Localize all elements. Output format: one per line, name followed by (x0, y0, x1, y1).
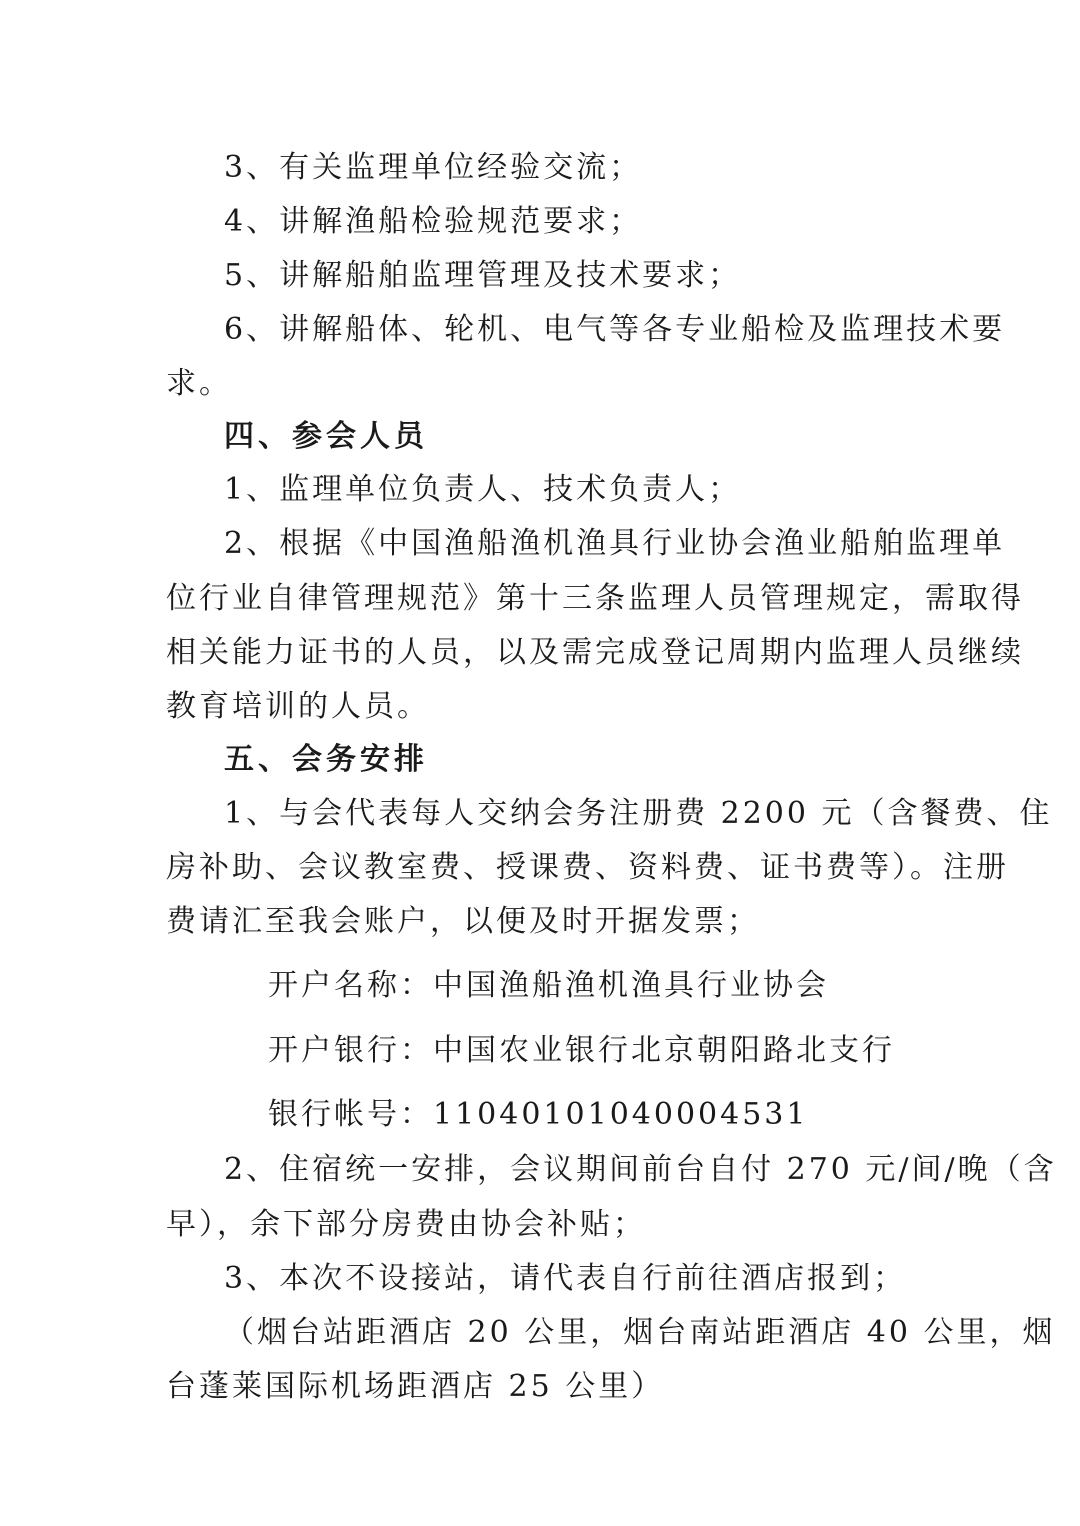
arrangements-item-1-line-2: 房补助、会议教室费、授课费、资料费、证书费等）。注册 (166, 850, 1009, 885)
agenda-item-4: 4、讲解渔船检验规范要求； (224, 204, 643, 239)
attendees-item-2-line-1: 2、根据《中国渔船渔机渔具行业协会渔业船舶监理单 (224, 526, 1006, 561)
arrangements-item-1-line-1: 1、与会代表每人交纳会务注册费 2200 元（含餐费、住 (224, 796, 1053, 831)
arrangements-item-2-line-1: 2、住宿统一安排，会议期间前台自付 270 元/间/晚（含 (224, 1152, 1057, 1187)
distance-note-line-2: 台蓬莱国际机场距酒店 25 公里） (166, 1369, 665, 1404)
arrangements-item-2-line-2: 早），余下部分房费由协会补贴； (166, 1207, 646, 1242)
account-name: 开户名称：中国渔船渔机渔具行业协会 (268, 968, 829, 1003)
attendees-item-2-line-3: 相关能力证书的人员，以及需完成登记周期内监理人员继续 (166, 635, 1024, 670)
section-heading-arrangements: 五、会务安排 (224, 742, 428, 777)
agenda-item-3: 3、有关监理单位经验交流； (224, 150, 643, 185)
agenda-item-5: 5、讲解船舶监理管理及技术要求； (224, 258, 742, 293)
account-number: 银行帐号：11040101040004531 (268, 1097, 809, 1132)
attendees-item-1: 1、监理单位负责人、技术负责人； (224, 472, 742, 507)
agenda-item-6-line-2: 求。 (166, 366, 232, 401)
account-bank: 开户银行：中国农业银行北京朝阳路北支行 (268, 1033, 895, 1068)
attendees-item-2-line-4: 教育培训的人员。 (166, 689, 430, 724)
attendees-item-2-line-2: 位行业自律管理规范》第十三条监理人员管理规定，需取得 (166, 581, 1024, 616)
arrangements-item-1-line-3: 费请汇至我会账户，以便及时开据发票； (166, 904, 760, 939)
arrangements-item-3: 3、本次不设接站，请代表自行前往酒店报到； (224, 1261, 907, 1296)
section-heading-attendees: 四、参会人员 (224, 419, 428, 454)
agenda-item-6-line-1: 6、讲解船体、轮机、电气等各专业船检及监理技术要 (224, 312, 1006, 347)
distance-note-line-1: （烟台站距酒店 20 公里，烟台南站距酒店 40 公里，烟 (224, 1315, 1056, 1350)
